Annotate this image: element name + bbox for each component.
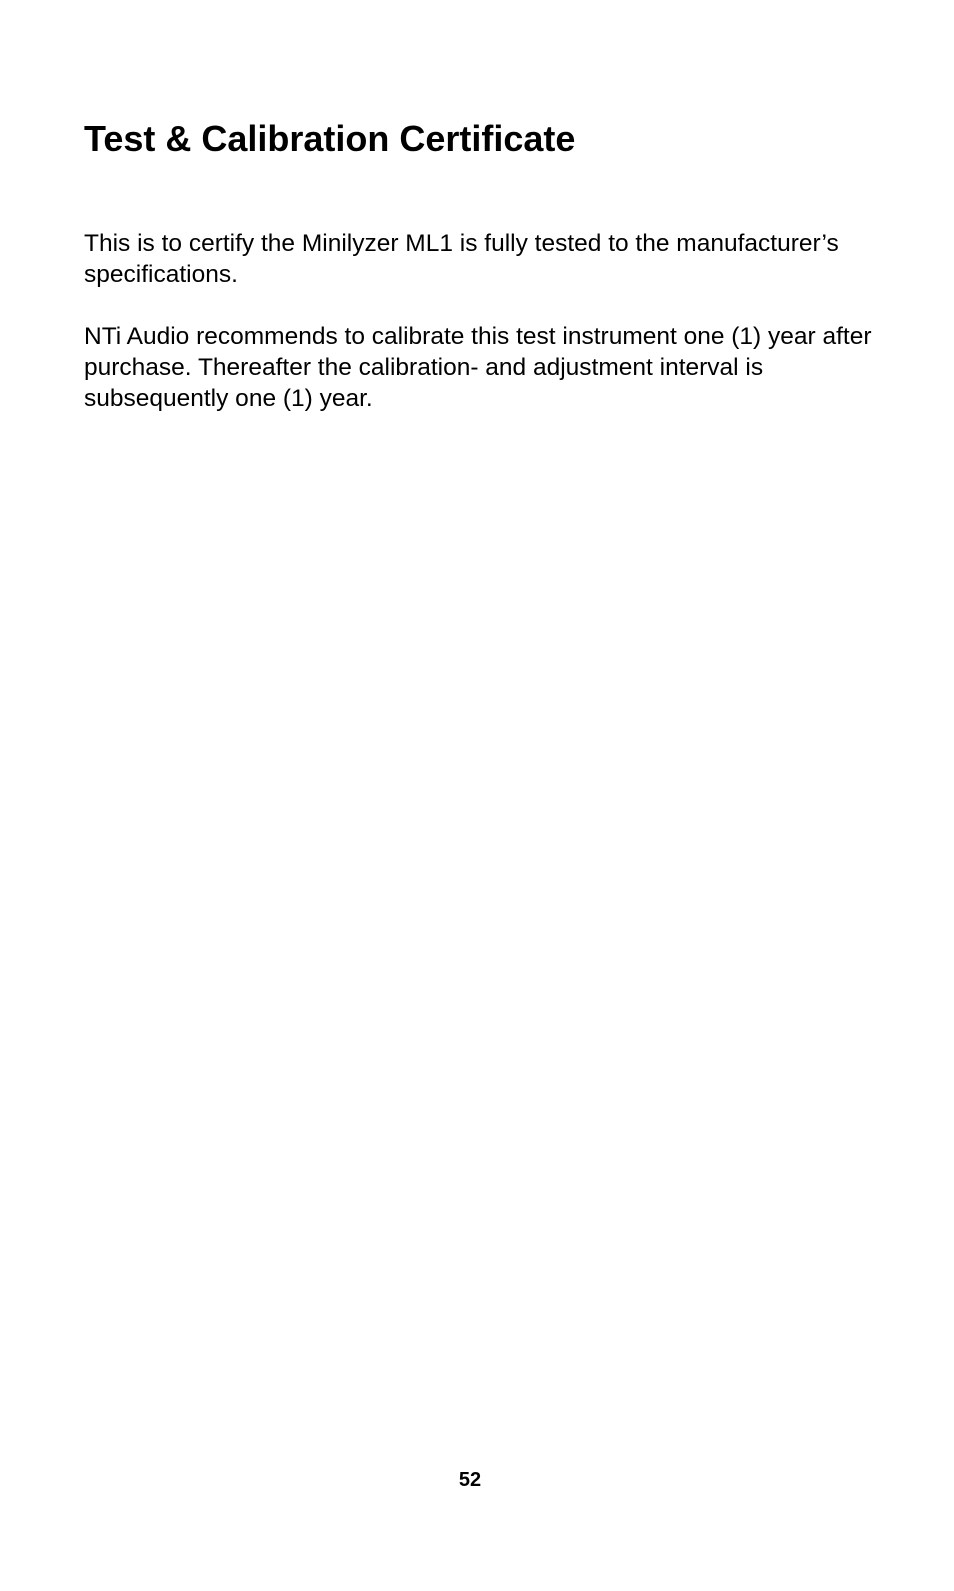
page-title: Test & Calibration Certificate	[84, 118, 576, 159]
calibration-recommendation-paragraph: NTi Audio recommends to calibrate this test instrument one (1) year after purchase. Thereafter the calibration- and adjustment interval is subsequently one (1) year.	[84, 323, 872, 412]
page-number: 52	[458, 1469, 482, 1491]
certification-paragraph: This is to certify the Minilyzer ML1 is fully tested to the manufacturer’s specifications.	[84, 230, 839, 288]
